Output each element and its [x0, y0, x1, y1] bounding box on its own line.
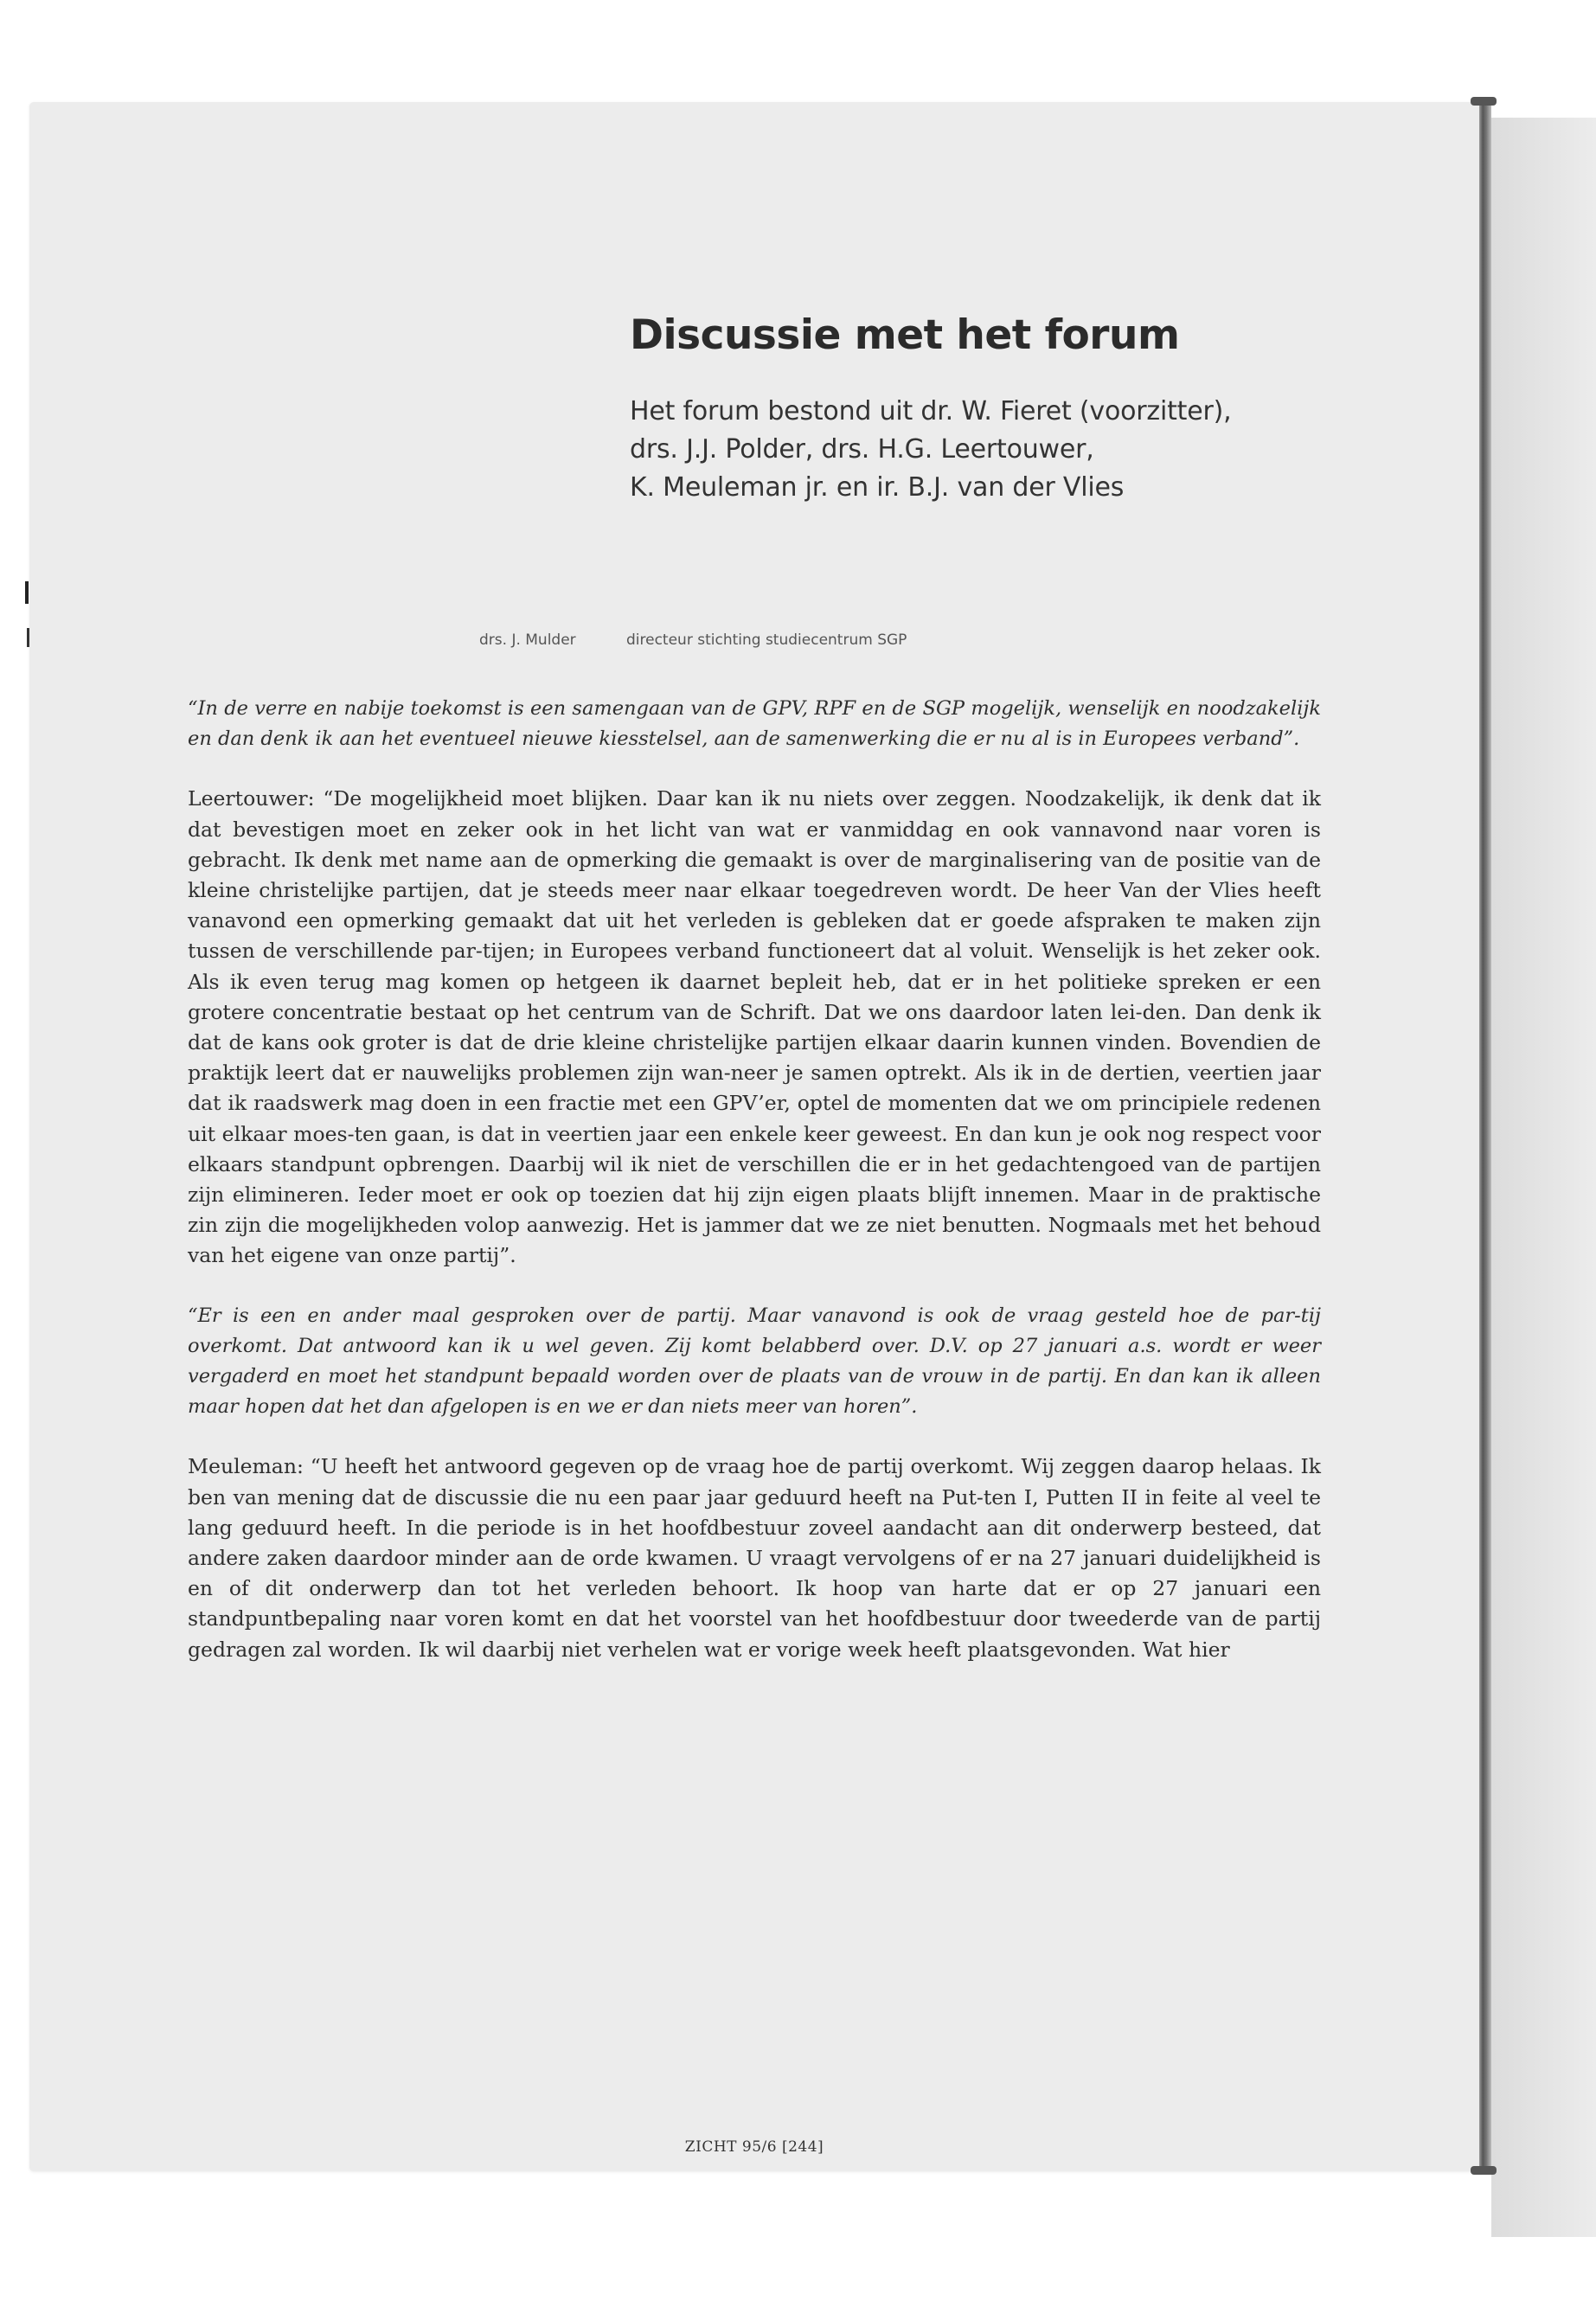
document-page	[29, 102, 1479, 2171]
margin-mark	[25, 581, 29, 604]
binding-cap-bottom	[1471, 2166, 1497, 2175]
quote-paragraph: “In de verre en nabije toekomst is een samengaan van de GPV, RPF en de SGP mogelijk, wenselijk en noodzakelijk en dan denk ik aan het eventueel nieuwe kiesstelsel, aan de samenwerking die er nu al is in Europees verband”.	[188, 697, 1321, 751]
author-name: drs. J. Mulder	[479, 631, 576, 649]
body-paragraph: Leertouwer: “De mogelijkheid moet blijken. Daar kan ik nu niets over zeggen. Noodzakelijk, ik denk dat ik dat bevestigen moet en zeker ook in het licht van wat er vanmiddag en ook vannavond naar voren is gebracht. Ik denk met name aan de opmerking die gemaakt is over de marginalisering van de positie van de kleine christelijke partijen, dat je steeds meer naar elkaar toegedreven wordt. De heer Van der Vlies heeft vanavond een opmerking gemaakt dat uit het verleden is gebleken dat er goede afspraken te maken zijn tussen de verschillende par-tijen; in Europees verband functioneert dat al voluit. Wenselijk is het zeker ook. Als ik even terug mag komen op hetgeen ik daarnet bepleit heb, dat er in het politieke spreken er een grotere concentratie bestaat op het centrum van de Schrift. Dat we ons daardoor laten lei-den. Dan denk ik dat de kans ook groter is dat de drie kleine christelijke partijen elkaar daarin kunnen vinden. Bovendien de praktijk leert dat er nauwelijks problemen zijn wan-neer je samen optrekt. Als ik in de dertien, veertien jaar dat ik raadswerk mag doen in een fractie met een GPV’er, optel de momenten dat we om principiele redenen uit elkaar moes-ten gaan, is dat in veertien jaar een enkele keer geweest. En dan kun je ook nog respect voor elkaars standpunt opbrengen. Daarbij wil ik niet de verschillen die er in het gedachtengoed van de partijen zijn elimineren. Ieder moet er ook op toezien dat hij zijn eigen plaats blijft innemen. Maar in de praktische zin zijn die mogelijkheden volop aanwezig. Het is jammer dat we ze niet benutten. Nogmaals met het behoud van het eigene van onze partij”.	[188, 786, 1321, 1268]
subtitle-line: drs. J.J. Polder, drs. H.G. Leertouwer,	[630, 434, 1094, 465]
binding-cap-top	[1471, 97, 1497, 106]
subtitle-line: K. Meuleman jr. en ir. B.J. van der Vlies	[630, 472, 1125, 503]
page-binding-edge	[1479, 102, 1491, 2171]
page-footer: ZICHT 95/6 [244]	[684, 2138, 824, 2156]
article-subtitle	[630, 393, 1426, 507]
subtitle-line: Het forum bestond uit dr. W. Fieret (voorzitter),	[630, 396, 1232, 426]
margin-mark	[27, 628, 29, 647]
article-title: Discussie met het forum	[630, 311, 1180, 359]
article-body	[188, 694, 1321, 1665]
quote-paragraph: “Er is een en ander maal gesproken over de partij. Maar vanavond is ook de vraag gesteld hoe de par-tij overkomt. Dat antwoord kan ik u wel geven. Zij komt belabberd over. D.V. op 27 januari a.s. wordt er weer vergaderd en moet het standpunt bepaald worden over de plaats van de vrouw in de partij. En dan kan ik alleen maar hopen dat het dan afgelopen is en we er dan niets meer van horen”.	[188, 1304, 1321, 1419]
author-role: directeur stichting studiecentrum SGP	[626, 631, 907, 649]
body-paragraph: Meuleman: “U heeft het antwoord gegeven op de vraag hoe de partij overkomt. Wij zeggen daarop helaas. Ik ben van mening dat de discussie die nu een paar jaar geduurd heeft na Put-ten I, Putten II in feite al veel te lang geduurd heeft. In die periode is in het hoofdbestuur zoveel aandacht aan dit onderwerp besteed, dat andere zaken daardoor minder aan de orde kwamen. U vraagt vervolgens of er na 27 januari duidelijkheid is en of dit onderwerp dan tot het verleden behoort. Ik hoop van harte dat er op 27 januari een standpuntbepaling naar voren komt en dat het voorstel van het hoofdbestuur door tweederde van de partij gedragen zal worden. Ik wil daarbij niet verhelen wat er vorige week heeft plaatsgevonden. Wat hier	[188, 1454, 1321, 1662]
next-page-edge	[1491, 118, 1596, 2237]
